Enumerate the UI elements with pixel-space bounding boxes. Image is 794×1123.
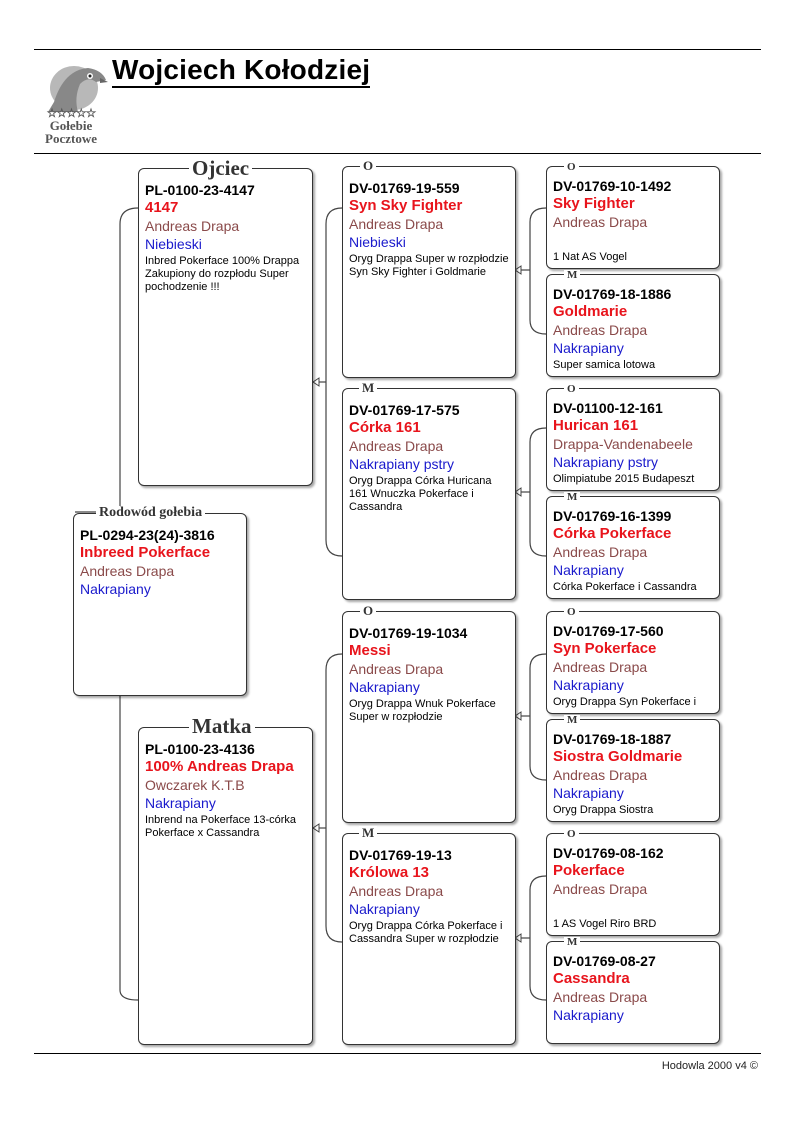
breeder: Andreas Drapa — [553, 659, 648, 675]
logo-line1: Gołebie — [49, 118, 93, 133]
description: Oryg Drappa Córka Huricana 161 Wnuczka Pokerface i Cassandra — [349, 475, 492, 513]
root-pigeon-card[interactable] — [73, 513, 247, 696]
mff-card[interactable] — [546, 611, 720, 714]
color: Nakrapiany — [553, 785, 624, 801]
color: Nakrapiany pstry — [349, 456, 455, 472]
female-label: M — [564, 492, 580, 503]
description: Olimpiatube 2015 Budapeszt — [553, 473, 695, 485]
male-label: O — [564, 607, 579, 618]
mother-label: Matka — [189, 716, 255, 737]
ring-number: DV-01769-18-1886 — [553, 286, 672, 302]
color: Nakrapiany — [349, 901, 420, 917]
root-label: Rodowód gołebia — [96, 506, 205, 520]
mm-card[interactable] — [342, 833, 516, 1045]
female-label: M — [564, 937, 580, 948]
pigeon-name: Pokerface — [553, 862, 625, 879]
description: Oryg Drappa Siostra — [553, 804, 654, 816]
breeder: Andreas Drapa — [349, 216, 444, 232]
ffm-card[interactable] — [546, 274, 720, 377]
breeder: Andreas Drapa — [145, 218, 240, 234]
breeder: Owczarek K.T.B — [145, 777, 245, 793]
breeder: Andreas Drapa — [553, 767, 648, 783]
pigeon-name: Sky Fighter — [553, 195, 635, 212]
fm-card[interactable] — [342, 388, 516, 600]
female-label: M — [564, 270, 580, 281]
pigeon-name: Królowa 13 — [349, 864, 430, 881]
breeder: Andreas Drapa — [553, 322, 648, 338]
color: Niebieski — [145, 236, 202, 252]
breeder: Drappa-Vandenabeele — [553, 436, 693, 452]
description: Oryg Drappa Syn Pokerface i — [553, 696, 697, 708]
ring-number: DV-01769-10-1492 — [553, 178, 672, 194]
ring-number: PL-0100-23-4136 — [145, 741, 255, 757]
ring-number: DV-01769-19-13 — [349, 847, 452, 863]
ring-number: DV-01769-18-1887 — [553, 731, 672, 747]
color — [553, 231, 714, 249]
color: Nakrapiany — [553, 677, 624, 693]
color: Nakrapiany — [553, 562, 624, 578]
description: 1 AS Vogel Riro BRD — [553, 918, 657, 930]
description: Oryg Drappa Wnuk Pokerface Super w rozpłodzie — [349, 698, 496, 723]
description: Super samica lotowa — [553, 359, 656, 371]
description: 1 Nat AS Vogel — [553, 251, 627, 263]
ff-card[interactable] — [342, 166, 516, 378]
ring-number: DV-01769-16-1399 — [553, 508, 672, 524]
mf-card[interactable] — [342, 611, 516, 823]
pigeon-name: Inbreed Pokerface — [80, 544, 211, 561]
description: Córka Pokerface i Cassandra — [553, 581, 697, 593]
color: Nakrapiany pstry — [553, 454, 659, 470]
breeder: Andreas Drapa — [553, 881, 648, 897]
ring-number: DV-01769-19-559 — [349, 180, 460, 196]
pigeon-name: Siostra Goldmarie — [553, 748, 683, 765]
color: Nakrapiany — [349, 679, 420, 695]
male-label: O — [564, 829, 579, 840]
pigeon-name: 4147 — [145, 199, 179, 216]
color — [553, 898, 714, 916]
color: Nakrapiany — [145, 795, 216, 811]
ring-number: PL-0294-23(24)-3816 — [80, 527, 215, 543]
breeder: Andreas Drapa — [349, 438, 444, 454]
mother-card[interactable] — [138, 727, 313, 1045]
logo-stars: ☆☆☆☆☆ — [46, 106, 96, 120]
ring-number: PL-0100-23-4147 — [145, 182, 255, 198]
pigeon-name: Hurican 161 — [553, 417, 639, 434]
mfm-card[interactable] — [546, 719, 720, 822]
description: Oryg Drappa Super w rozpłodzie Syn Sky Fighter i Goldmarie — [349, 253, 509, 278]
footer-credit: Hodowla 2000 v4 © — [661, 1060, 758, 1072]
female-label: M — [564, 715, 580, 726]
ring-number: DV-01100-12-161 — [553, 400, 663, 416]
pigeon-name: Goldmarie — [553, 303, 628, 320]
fmm-card[interactable] — [546, 496, 720, 599]
ring-number: DV-01769-17-575 — [349, 402, 460, 418]
pigeon-name: Córka 161 — [349, 419, 421, 436]
male-label: O — [360, 159, 376, 172]
color: Nakrapiany — [553, 340, 624, 356]
pigeon-name: Cassandra — [553, 970, 630, 987]
color: Nakrapiany — [80, 581, 151, 597]
breeder: Andreas Drapa — [349, 883, 444, 899]
pigeon-name: Syn Sky Fighter — [349, 197, 463, 214]
ring-number: DV-01769-08-27 — [553, 953, 656, 969]
father-label: Ojciec — [189, 158, 252, 179]
breeder: Andreas Drapa — [553, 544, 648, 560]
fff-card[interactable] — [546, 166, 720, 269]
owner-name: Wojciech Kołodziej — [112, 54, 370, 88]
mmf-card[interactable] — [546, 833, 720, 936]
logo-line2: Pocztowe — [45, 131, 97, 146]
female-label: M — [359, 826, 377, 839]
pigeon-name: 100% Andreas Drapa — [145, 758, 294, 775]
description: Oryg Drappa Córka Pokerface i Cassandra Super w rozpłodzie — [349, 920, 503, 945]
breeder: Andreas Drapa — [349, 661, 444, 677]
fmf-card[interactable] — [546, 388, 720, 491]
mmm-card[interactable] — [546, 941, 720, 1044]
footer-rule — [34, 1053, 761, 1054]
male-label: O — [564, 384, 579, 395]
breeder: Andreas Drapa — [553, 989, 648, 1005]
male-label: O — [564, 162, 579, 173]
color: Niebieski — [349, 234, 406, 250]
pigeon-name: Córka Pokerface — [553, 525, 672, 542]
ring-number: DV-01769-17-560 — [553, 623, 664, 639]
father-card[interactable] — [138, 168, 313, 486]
description: Inbrend na Pokerface 13-córka Pokerface x Cassandra — [145, 814, 297, 839]
pigeon-name: Messi — [349, 642, 391, 659]
color: Nakrapiany — [553, 1007, 624, 1023]
female-label: M — [359, 381, 377, 394]
breeder: Andreas Drapa — [553, 214, 648, 230]
ring-number: DV-01769-08-162 — [553, 845, 664, 861]
description: Inbred Pokerface 100% Drappa Zakupiony do rozpłodu Super pochodzenie !!! — [145, 255, 300, 293]
breeder: Andreas Drapa — [80, 563, 175, 579]
male-label: O — [360, 604, 376, 617]
pigeon-name: Syn Pokerface — [553, 640, 657, 657]
ring-number: DV-01769-19-1034 — [349, 625, 468, 641]
